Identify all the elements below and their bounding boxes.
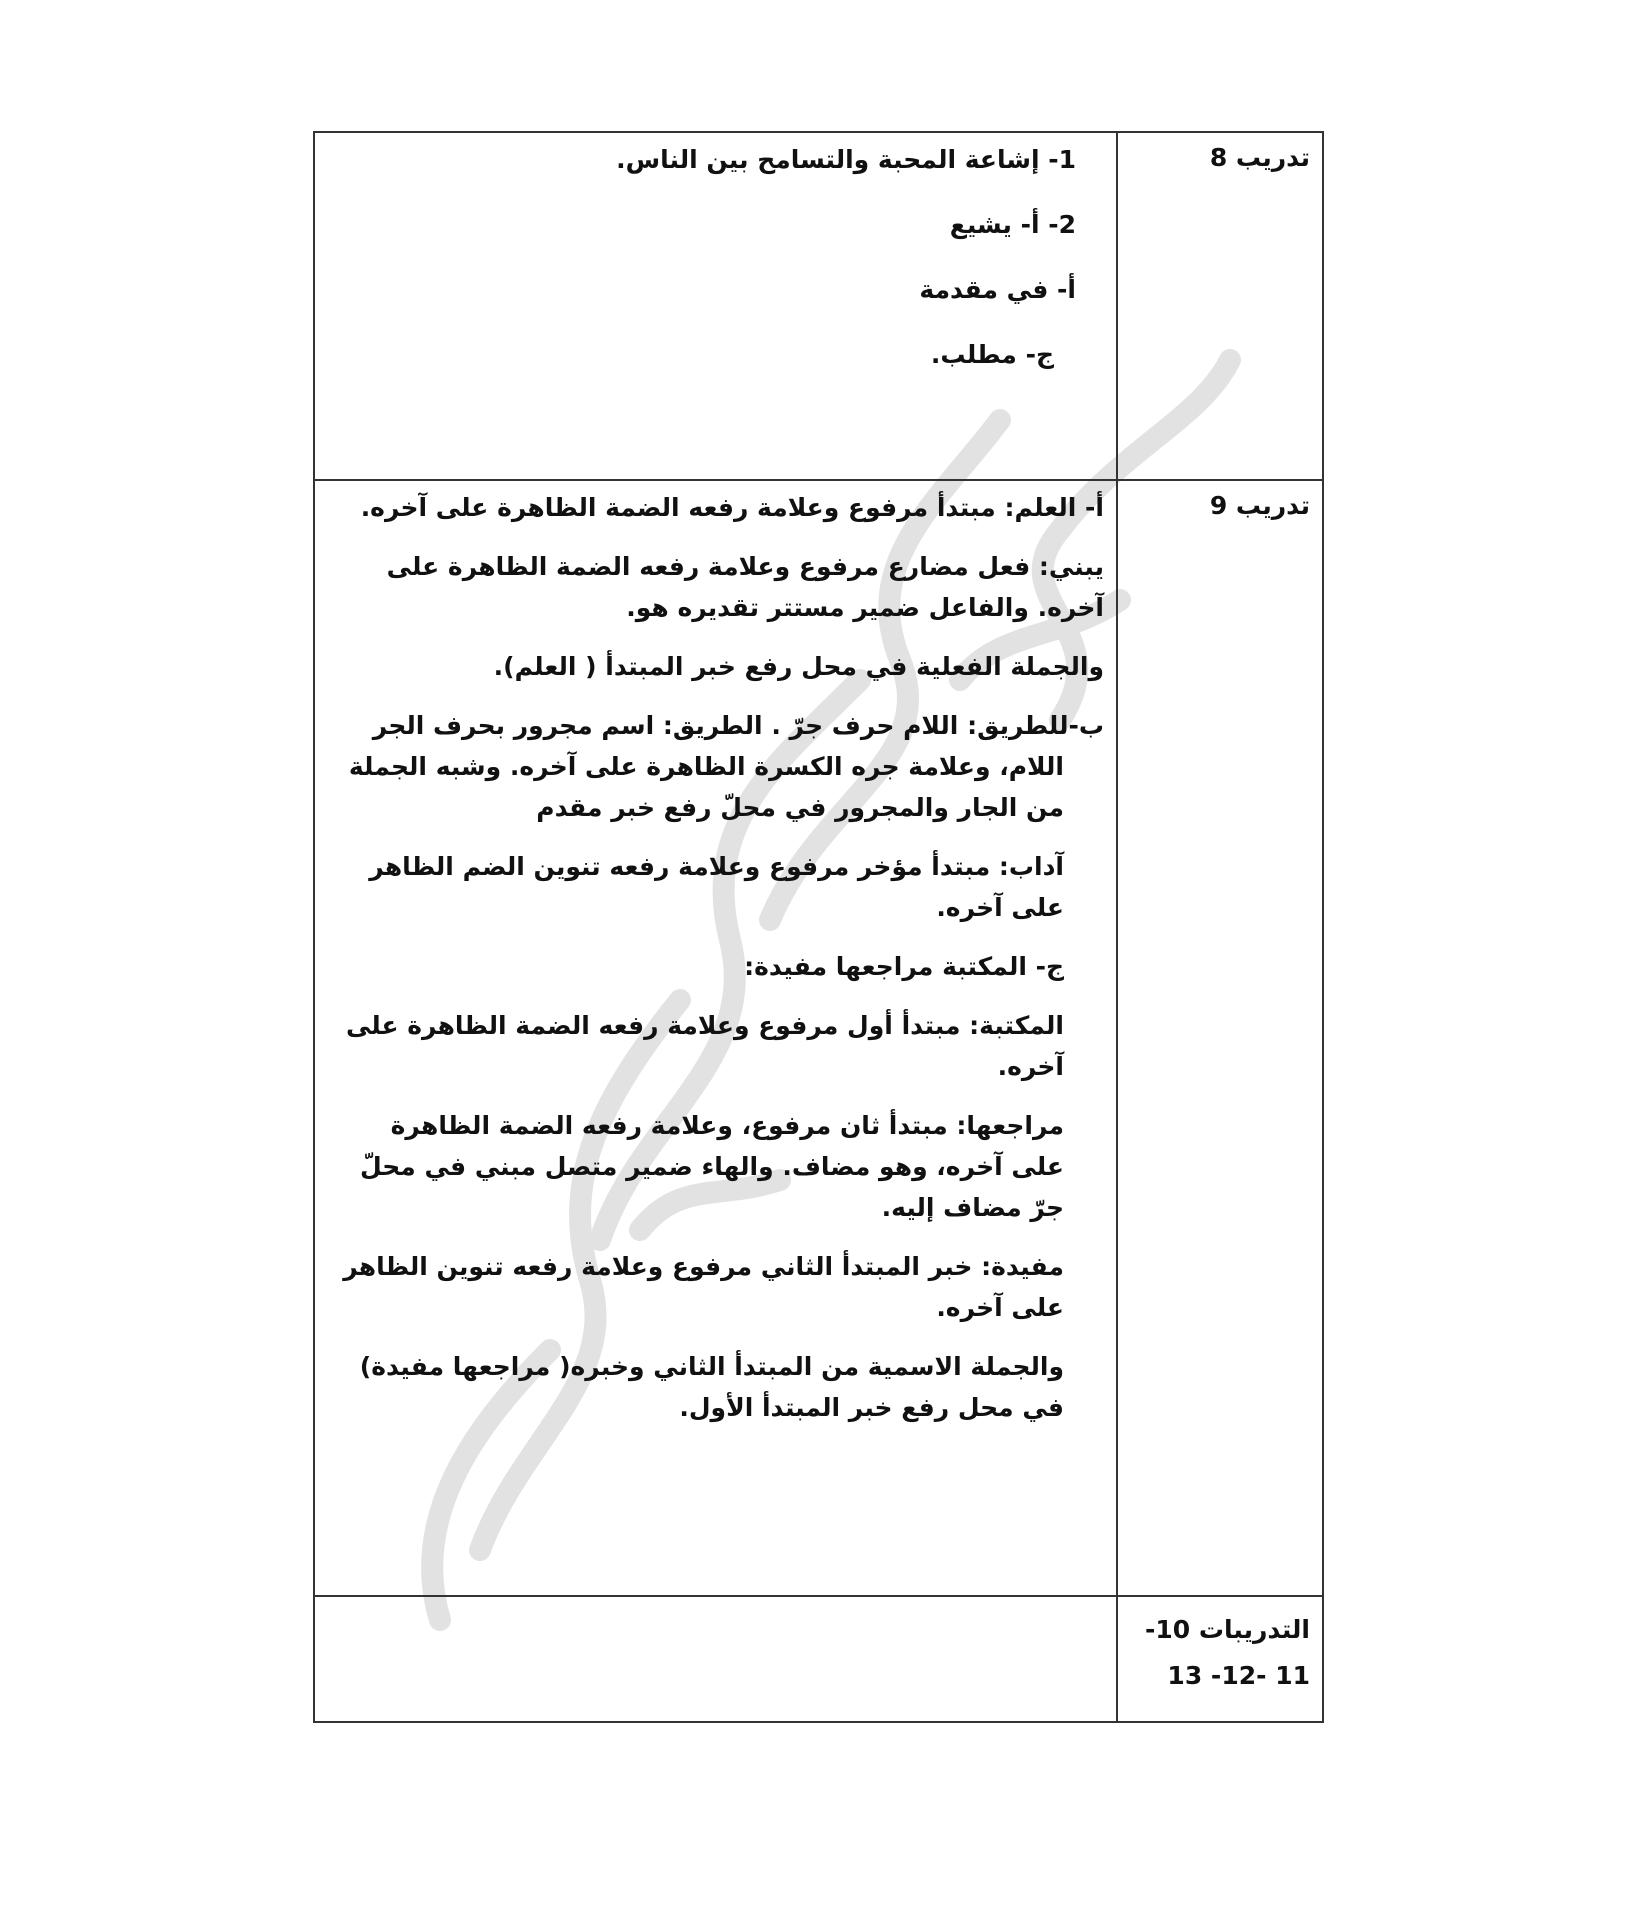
answer-paragraph: ج- المكتبة مراجعها مفيدة:	[744, 952, 1064, 981]
answer-line: 1- إشاعة المحبة والتسامح بين الناس.	[616, 145, 1076, 174]
answer-line: 2- أ- يشيع	[949, 210, 1076, 239]
answer-line: أ- في مقدمة	[919, 275, 1076, 304]
exercise-label: تدريب 8	[1117, 132, 1323, 480]
answer-line: ج- مطلب.	[930, 340, 1054, 369]
exercise-label	[1117, 1596, 1323, 1722]
table-row	[314, 132, 1323, 480]
answer-paragraph: ب-للطريق: اللام حرف جرّ . الطريق: اسم مجرور بحرف الجر اللام، وعلامة جره الكسرة الظاهرة على آخره. وشبه الجملة من الجار والمجرور في محلّ رفع خبر مقدم	[348, 711, 1104, 822]
answer-paragraph: مفيدة: خبر المبتدأ الثاني مرفوع وعلامة رفعه تنوين الظاهر على آخره.	[343, 1252, 1064, 1322]
answer-paragraph: آداب: مبتدأ مؤخر مرفوع وعلامة رفعه تنوين الضم الظاهر على آخره.	[369, 852, 1064, 922]
answer-paragraph: أ- العلم: مبتدأ مرفوع وعلامة رفعه الضمة الظاهرة على آخره.	[360, 493, 1104, 522]
answer-paragraph: والجملة الاسمية من المبتدأ الثاني وخبره( مراجعها مفيدة) في محل رفع خبر المبتدأ الأول.	[359, 1352, 1064, 1422]
exercise-answers	[314, 132, 1117, 480]
answers-table	[313, 131, 1324, 1723]
answer-paragraph: مراجعها: مبتدأ ثان مرفوع، وعلامة رفعه الضمة الظاهرة على آخره، وهو مضاف. والهاء ضمير متصل مبني في محلّ جرّ مضاف إليه.	[359, 1111, 1064, 1222]
answer-paragraph: المكتبة: مبتدأ أول مرفوع وعلامة رفعه الضمة الظاهرة على آخره.	[345, 1011, 1064, 1081]
exercise-label: تدريب 9	[1117, 480, 1323, 1596]
exercise-label-line: 11 -12- 13	[1167, 1661, 1310, 1690]
exercise-answers-empty	[314, 1596, 1117, 1722]
exercise-label-line: التدريبات 10-	[1145, 1615, 1310, 1644]
table-row	[314, 480, 1323, 1596]
table-row	[314, 1596, 1323, 1722]
exercise-answers	[314, 480, 1117, 1596]
answer-paragraph: والجملة الفعلية في محل رفع خبر المبتدأ ( العلم).	[493, 652, 1104, 681]
answer-paragraph: يبني: فعل مضارع مرفوع وعلامة رفعه الضمة الظاهرة على آخره. والفاعل ضمير مستتر تقديره هو.	[386, 552, 1104, 622]
